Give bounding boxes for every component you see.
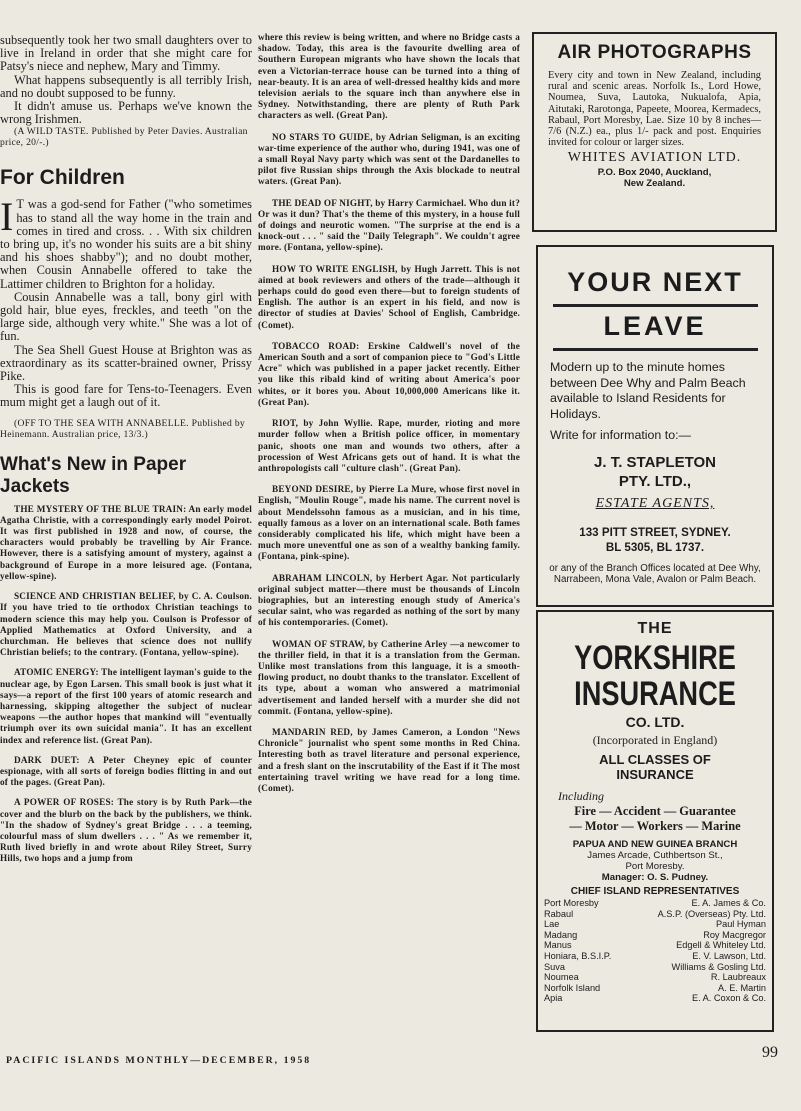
review-power-of-roses: A POWER OF ROSES: The story is by Ruth Park—the cover and the blurb on the back by the publishers, we think. "In the shadow of Sydney's great Bridge . . . a teeming, colourful mass of slum dwellers . . . " As we remember it, Ruth lived briefly in and wrote about Riley Street, Surry Hills, two hops and a jump from [0, 797, 252, 864]
ad-classes: ALL CLASSES OF [599, 752, 711, 767]
representatives-list [544, 898, 766, 1004]
ad-including: Including [558, 789, 604, 803]
children-section [0, 194, 252, 440]
intro-paragraph: It didn't amuse us. Perhaps we've known the wrong Irishmen. [0, 99, 252, 127]
ad-incorporated: (Incorporated in England) [592, 733, 718, 747]
rep-row: Manus Edgell & Whiteley Ltd. [544, 940, 766, 951]
ad-rule [553, 348, 758, 351]
ad-street: 133 PITT STREET, SYDNEY. [579, 526, 731, 539]
ad-company: J. T. STAPLETON [594, 454, 716, 471]
rep-row: Madang Roy Macgregor [544, 929, 766, 940]
review-mandarin-red: MANDARIN RED, by James Cameron, a London "News Chronicle" journalist who spent some months in Red China. Interesting both as travel literature and personal experience, and a fresh slant on the inscrutability of the East if it The most entertaining travel writing we have read for a long time. (Comet). [258, 726, 520, 793]
children-paragraph: This is good fare for Tens-to-Teenagers. Even mum might get a laugh out of it. [0, 382, 252, 410]
ad-address: P.O. Box 2040, Auckland, [597, 167, 712, 179]
ad-lines: Fire — Accident — Guarantee [574, 804, 736, 818]
children-first-paragraph: I T was a god-send for Father ("who sometimes has to stand all the way home in the train and comes in tired and cross. . . With six children to bring up, it's no wonder his suits are a bit shiny and his shoes shabby"); and no doubt mother, when Cousin Annabelle offered to take the Lattimer children to Brighton for a holiday. [0, 194, 252, 291]
ad-branch: Port Moresby. [625, 861, 685, 872]
ad-rule [553, 304, 758, 307]
ad-headline-2: LEAVE [603, 311, 707, 341]
ad-title: AIR PHOTOGRAPHS [557, 42, 752, 63]
column-2-reviews [258, 32, 520, 794]
review-continuation: where this review is being written, and where no Bridge casts a shadow. Today, this area is the favourite dwelling area of Southern European migrants who have shown the locals that even a Victorian-terrace house can be turned into a thing of near-beauty. It is an area of well-dressed healthy kids and more television aerials to the square inch than anywhere else in Sydney. Notwithstanding, there are plenty of Ruth Park characters as well. (Great Pan). [258, 32, 520, 121]
page-number: 99 [762, 1044, 778, 1061]
rep-row: Suva Williams & Gosling Ltd. [544, 961, 766, 972]
ad-name-1: YORKSHIRE [574, 639, 736, 677]
running-footer: PACIFIC ISLANDS MONTHLY—DECEMBER, 1958 [6, 1055, 312, 1066]
intro-citation: (A WILD TASTE. Published by Peter Davies. Australian price, 20/-.) [0, 126, 248, 149]
intro-section [0, 34, 252, 148]
review-dark-duet: DARK DUET: A Peter Cheyney epic of counter espionage, with all sorts of foreign bodies flitting in and out of the pages. (Great Pan). [0, 754, 252, 788]
rep-row: Apia E. A. Coxon & Co. [544, 993, 766, 1004]
for-children-heading: For Children [0, 166, 125, 190]
ad-body: Every city and town in New Zealand, including rural and scenic areas. Norfolk Is., Lord Howe, Noumea, Suva, Lautoka, Nukualofa, Apia, Aitutaki, Rarotonga, Papeete, Moorea, Kermadecs, Rabaul, Port Moresby, Lae. Size 10 by 8 inches—7/6 (N.Z.) ea., plus 1/- pack and post. Enquiries invited for colour or larger sizes. [548, 70, 761, 149]
air-photographs-ad [532, 32, 777, 232]
rep-row: Honiara, B.S.I.P. E. V. Lawson, Ltd. [544, 950, 766, 961]
ad-phone: BL 5305, BL 1737. [605, 541, 705, 554]
children-citation: (OFF TO THE SEA WITH ANNABELLE. Published by Heinemann. Australian price, 13/3.) [0, 417, 246, 440]
paper-jackets-reviews [0, 504, 252, 865]
review-dead-of-night: THE DEAD OF NIGHT, by Harry Carmichael. Who dun it? Or was it dun? That's the theme of this mystery, in a house full of doings and neurotic women. "The surprise at the end is a knock-out . . . " said the "Daily Telegraph". We couldn't agree more. (Fontana, yellow-spine). [258, 197, 520, 253]
review-beyond-desire: BEYOND DESIRE, by Pierre La Mure, whose first novel in English, "Moulin Rouge", made his name. The current novel is about Mendelssohn famous as a musician, and in his time, equally famous as a lover on an international scale. Both fames considerably complicated his life, which might have been a much more uneventful one as son of a wealthy banking family. (Fontana, pink-spine). [258, 484, 520, 562]
ad-reps-title: CHIEF ISLAND REPRESENTATIVES [570, 886, 740, 897]
children-paragraph: The Sea Shell Guest House at Brighton was as extraordinary as its scatter-brained owner, Prissy Pike. [0, 342, 252, 384]
rep-row: Lae Paul Hyman [544, 919, 766, 930]
ad-body: Modern up to the minute homes between Dee Why and Palm Beach available to Island Residents for Holidays. [550, 360, 746, 421]
review-blue-train: THE MYSTERY OF THE BLUE TRAIN: An early model Agatha Christie, with a correspondingly early model Poirot. It was first published in 1928 and now, of course, the characters would probably be travelling by Air France. However, there is a satisfying amount of mystery, against a background of Europe in a more leisured age. (Fontana, yellow-spine). [0, 503, 252, 581]
review-woman-of-straw: WOMAN OF STRAW, by Catherine Arley —a newcomer to the thriller field, in that it is a translation from the German. Unlike most translations from this language, it is a smooth-flowing product, no doubt thanks to the translator. Excellent of its type, about a woman who answered a matrimonial advertisement and landed herself with a murder she did not commit. (Fontana, yellow-spine). [258, 638, 520, 716]
column-1 [0, 0, 252, 865]
ad-manager: Manager: O. S. Pudney. [601, 872, 709, 883]
rep-row: Noumea R. Laubreaux [544, 972, 766, 983]
rep-row: Rabaul A.S.P. (Overseas) Pty. Ltd. [544, 908, 766, 919]
review-how-to-write: HOW TO WRITE ENGLISH, by Hugh Jarrett. This is not aimed at book reviewers and others of the trade—although it perhaps could do good even there—but to foreign students of English. The author is an expert in his field, and now is director of studies at Davies' School of English, Cambridge. (Comet). [258, 263, 520, 330]
ad-address: New Zealand. [623, 178, 686, 190]
ad-branch: James Arcade, Cuthbertson St., [587, 850, 723, 861]
ad-lines: — Motor — Workers — Marine [569, 819, 741, 833]
ad-branch: PAPUA AND NEW GUINEA BRANCH [572, 839, 738, 850]
review-science-belief: SCIENCE AND CHRISTIAN BELIEF, by C. A. Coulson. If you have tried to tie orthodox Christian teachings to modern science this may help you. Coulson is Professor of Applied Mathematics at Oxford University, and a churchman. He believes that science does not nullify Christian beliefs; to the contrary. (Fontana, yellow-spine). [0, 591, 252, 658]
yorkshire-insurance-ad [536, 610, 774, 1032]
drop-cap: I [0, 194, 14, 240]
ad-the: THE [637, 620, 673, 637]
ad-write: Write for information to:— [550, 428, 691, 442]
column-2 [258, 0, 520, 794]
children-paragraph: Cousin Annabelle was a tall, bony girl with gold hair, blue eyes, freckles, and teeth "on the large side, although very white." She was a lot of fun. [0, 289, 252, 344]
ad-headline-1: YOUR NEXT [567, 267, 743, 297]
ad-classes: INSURANCE [616, 767, 694, 782]
review-atomic-energy: ATOMIC ENERGY: The intelligent layman's guide to the nuclear age, by Egon Larsen. This small book is just what it says—a report of the first 100 years of atomic research and harnessing, skipping altogether the subject of nuclear weapons —the author hopes that mankind will "eventually triumph over its own suicidal mania". It has an excellent index and reference list. (Great Pan). [0, 667, 252, 745]
ad-co: CO. LTD. [625, 714, 685, 730]
paper-jackets-heading: What's New in Paper Jackets [0, 453, 187, 497]
stapleton-estate-ad [536, 245, 774, 607]
intro-paragraph: subsequently took her two small daughters over to live in Ireland in order that she might care for Patsy's niece and nephew, Mary and Timmy. [0, 33, 252, 74]
intro-paragraph: What happens subsequently is all terribly Irish, and no doubt supposed to be funny. [0, 72, 252, 100]
review-abraham-lincoln: ABRAHAM LINCOLN, by Herbert Agar. Not particularly original subject matter—there must be thousands of Lincoln biographies, but an interesting enough study of America's secular saint, who was regarded as nothing of the sort by many of his contemporaries. (Comet). [258, 572, 520, 628]
review-riot: RIOT, by John Wyllie. Rape, murder, rioting and more murder follow when a British police officer, in momentary panic, shoots one man and wounds two others, after a procession of West Africans gets out of hand. It is what the anthropologists call "culture clash". (Great Pan). [258, 418, 520, 473]
ad-agents: ESTATE AGENTS, [595, 496, 715, 511]
rep-row: Port Moresby E. A. James & Co. [544, 898, 766, 908]
ad-name-2: INSURANCE [574, 675, 736, 713]
review-no-stars: NO STARS TO GUIDE, by Adrian Seligman, is an exciting war-time experience of the author who, during 1941, was one of a small Royal Navy party which was sent ot the Dardanelles to pilot five Russian ships through the Axis blockade to neutral waters. (Great Pan). [258, 131, 520, 187]
ad-company: PTY. LTD., [618, 473, 692, 490]
ad-company: WHITES AVIATION LTD. [567, 150, 742, 166]
review-tobacco-road: TOBACCO ROAD: Erskine Caldwell's novel of the American South and a sort of companion piece to "God's Little Acre" which was published in a paper jacket recently. Either you like this ribald kind of writing about America's poor whites, or it bores you. About 10,000,000 Americans like it. (Great Pan). [258, 340, 520, 407]
ad-branches: or any of the Branch Offices located at Dee Why, Narrabeen, Mona Vale, Avalon or Palm Beach. [549, 563, 761, 586]
rep-row: Norfolk Island A. E. Martin [544, 982, 766, 993]
